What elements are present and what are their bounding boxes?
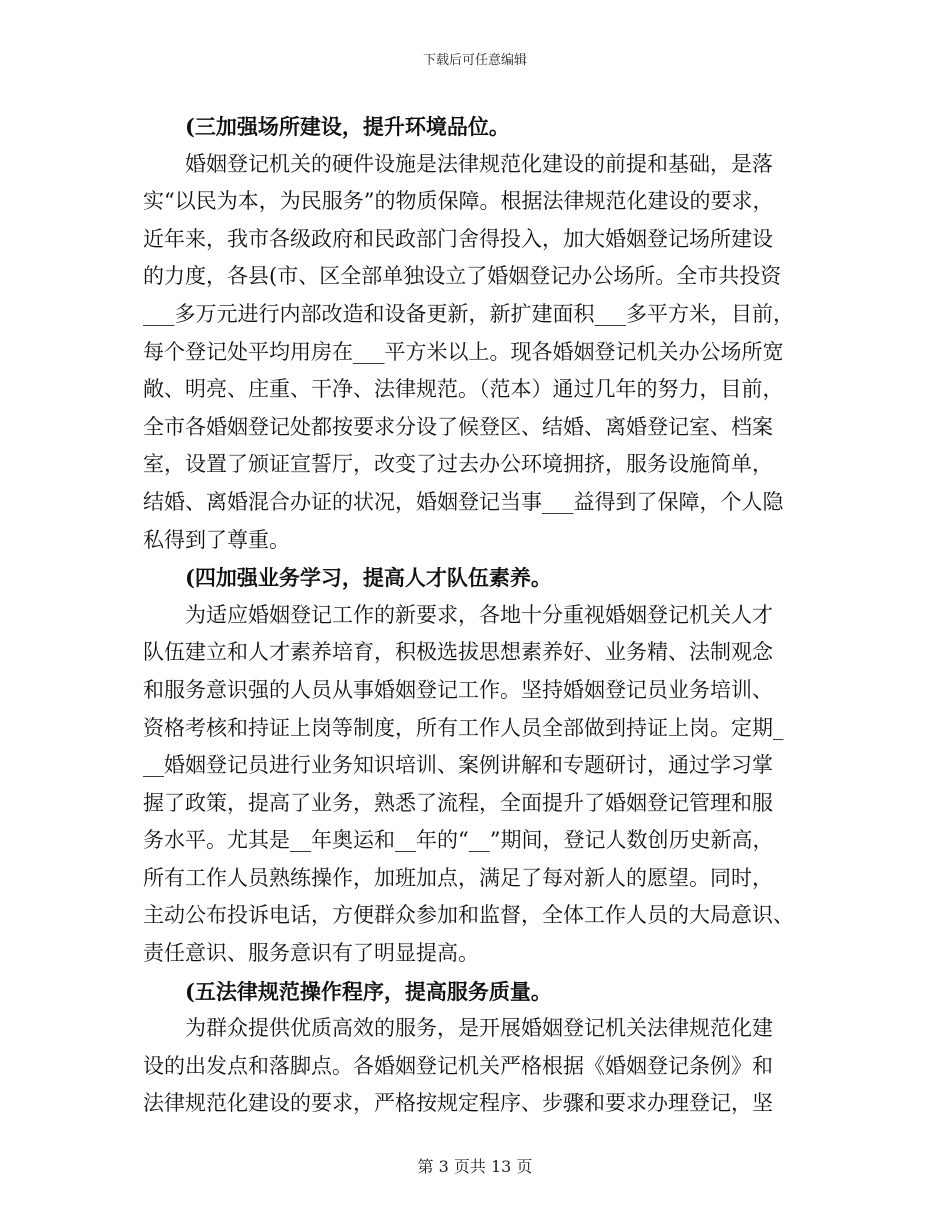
paragraph-line: 法律规范化建设的要求，严格按规定程序、步骤和要求办理登记，坚: [143, 1091, 773, 1116]
document-body: [143, 108, 811, 1123]
paragraph-line: 和服务意识强的人员从事婚姻登记工作。坚持婚姻登记员业务培训、: [143, 677, 773, 702]
paragraph-line: 近年来，我市各级政府和民政部门舍得投入，加大婚姻登记场所建设: [143, 226, 773, 251]
paragraph-line: 实“以民为本，为民服务”的物质保障。根据法律规范化建设的要求，: [143, 189, 774, 214]
page-header: 下载后可任意编辑: [422, 53, 527, 68]
paragraph-line: 婚姻登记机关的硬件设施是法律规范化建设的前提和基础，是落: [185, 151, 773, 176]
paragraph-line: 每个登记处平均用房在___平方米以上。现各婚姻登记机关办公场所宽: [143, 339, 784, 364]
paragraph-line: 结婚、离婚混合办证的状况，婚姻登记当事___益得到了保障，个人隐: [143, 489, 784, 514]
paragraph-line: __婚姻登记员进行业务知识培训、案例讲解和专题研讨，通过学习掌: [143, 753, 773, 778]
paragraph-line: 敞、明亮、庄重、干净、法律规范。（范本）通过几年的努力，目前，: [143, 377, 784, 402]
paragraph-line: 握了政策，提高了业务，熟悉了流程，全面提升了婚姻登记管理和服: [143, 790, 773, 815]
paragraph-line: 资格考核和持证上岗等制度，所有工作人员全部做到持证上岗。定期_: [143, 715, 784, 740]
section-heading-5: (五法律规范操作程序，提高服务质量。: [185, 978, 552, 1004]
paragraph-line: 主动公布投诉电话，方便群众参加和监督，全体工作人员的大局意识、: [143, 903, 794, 928]
section-heading-4: (四加强业务学习，提高人才队伍素养。: [185, 565, 552, 591]
paragraph-line: 私得到了尊重。: [143, 527, 290, 552]
paragraph-line: 为适应婚姻登记工作的新要求，各地十分重视婚姻登记机关人才: [185, 602, 773, 627]
paragraph-line: 责任意识、服务意识有了明显提高。: [143, 941, 479, 966]
paragraph-line: 全市各婚姻登记处都按要求分设了候登区、结婚、离婚登记室、档案: [143, 414, 773, 439]
paragraph-line: 为群众提供优质高效的服务，是开展婚姻登记机关法律规范化建: [185, 1016, 773, 1041]
paragraph-line: 务水平。尤其是__年奥运和__年的“__”期间，登记人数创历史新高，: [143, 828, 774, 853]
paragraph-line: 设的出发点和落脚点。各婚姻登记机关严格根据《婚姻登记条例》和: [143, 1053, 773, 1078]
paragraph-line: 队伍建立和人才素养培育，积极选拔思想素养好、业务精、法制观念: [143, 640, 773, 665]
paragraph-line: 所有工作人员熟练操作，加班加点，满足了每对新人的愿望。同时，: [143, 865, 773, 890]
paragraph-line: 的力度，各县(市、区全部单独设立了婚姻登记办公场所。全市共投资: [143, 264, 782, 289]
page-footer: 第 3 页共 13 页: [417, 1157, 533, 1176]
paragraph-line: ___多万元进行内部改造和设备更新，新扩建面积___多平方米，目前，: [143, 301, 794, 326]
section-heading-3: (三加强场所建设，提升环境品位。: [185, 114, 510, 139]
paragraph-line: 室，设置了颁证宣誓厅，改变了过去办公环境拥挤，服务设施简单，: [143, 452, 773, 477]
